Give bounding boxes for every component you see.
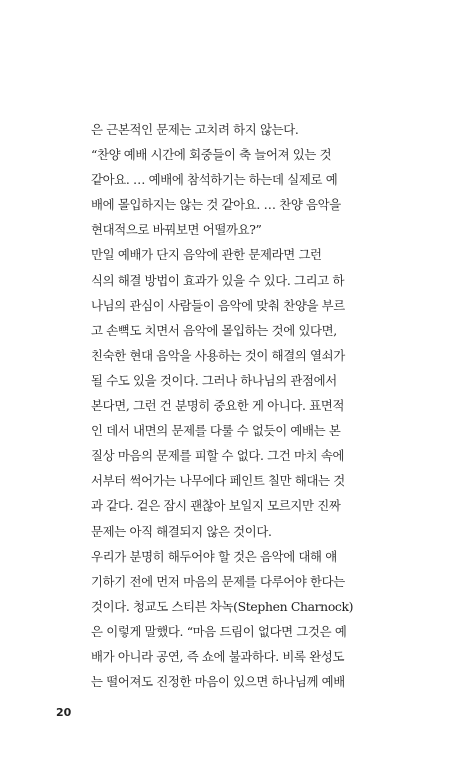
text-line: 현대적으로 바꿔보면 어떨까요?” bbox=[91, 222, 262, 238]
page-number: 20 bbox=[56, 706, 72, 719]
text-line: 본다면, 그런 건 분명히 중요한 게 아니다. 표면적 bbox=[91, 398, 345, 414]
text-line: 기하기 전에 먼저 마음의 문제를 다루어야 한다는 bbox=[91, 573, 345, 589]
text-line: 은 근본적인 문제는 고치려 하지 않는다. bbox=[91, 122, 299, 137]
text-line: 배에 몰입하지는 않는 것 같아요. … 찬양 음악을 bbox=[91, 197, 341, 213]
text-line: “찬양 예배 시간에 회중들이 축 늘어져 있는 것 bbox=[91, 147, 332, 163]
text-line: 고 손뼉도 치면서 음악에 몰입하는 것에 있다면, bbox=[91, 322, 337, 338]
text-line: 식의 해결 방법이 효과가 있을 수 있다. 그리고 하 bbox=[91, 272, 345, 288]
text-line: 은 이렇게 말했다. “마음 드림이 없다면 그것은 예 bbox=[91, 623, 347, 639]
text-line: 될 수도 있을 것이다. 그러나 하나님의 관점에서 bbox=[91, 372, 337, 388]
text-line: 는 떨어져도 진정한 마음이 있으면 하나님께 예배 bbox=[91, 674, 345, 690]
text-line: 질상 마음의 문제를 피할 수 없다. 그건 마치 속에 bbox=[91, 448, 345, 464]
text-line: 과 같다. 겉은 잠시 괜찮아 보일지 모르지만 진짜 bbox=[91, 498, 341, 514]
text-line: 인 데서 내면의 문제를 다룰 수 없듯이 예배는 본 bbox=[91, 423, 341, 439]
text-line: 배가 아니라 공연, 즉 쇼에 불과하다. 비록 완성도 bbox=[91, 648, 345, 664]
text-line: 만일 예배가 단지 음악에 관한 문제라면 그런 bbox=[91, 247, 322, 263]
text-line: 것이다. 청교도 스티븐 차녹(Stephen Charnock) bbox=[91, 598, 354, 614]
text-line: 서부터 썩어가는 나무에다 페인트 칠만 해대는 것 bbox=[91, 473, 345, 489]
text-line: 문제는 아직 해결되지 않은 것이다. bbox=[91, 523, 272, 539]
body-text bbox=[91, 117, 381, 694]
text-line: 나님의 관심이 사람들이 음악에 맞춰 찬양을 부르 bbox=[91, 297, 345, 313]
text-line: 우리가 분명히 해두어야 할 것은 음악에 대해 얘 bbox=[91, 548, 337, 564]
text-line: 친숙한 현대 음악을 사용하는 것이 해결의 열쇠가 bbox=[91, 347, 345, 363]
text-line: 같아요. … 예배에 참석하기는 하는데 실제로 예 bbox=[91, 172, 338, 188]
